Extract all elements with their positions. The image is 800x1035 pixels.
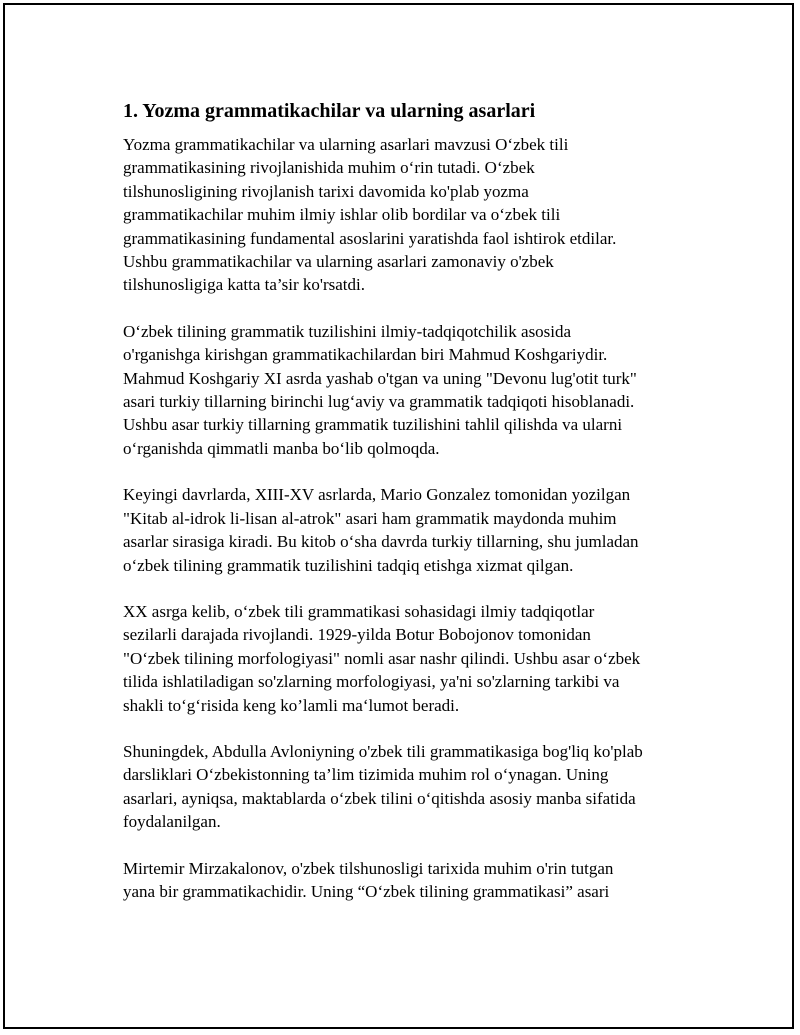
text-line: asarlar sirasiga kiradi. Bu kitob o‘sha davrda turkiy tillarning, shu jumladan <box>123 532 639 552</box>
section-heading: 1. Yozma grammatikachilar va ularning asarlari <box>123 100 536 122</box>
text-line: shakli to‘g‘risida keng ko’lamli ma‘lumot beradi. <box>123 695 460 715</box>
text-line: "O‘zbek tilining morfologiyasi" nomli asar nashr qilindi. Ushbu asar o‘zbek <box>123 648 641 668</box>
text-line: XX asrga kelib, o‘zbek tili grammatikasi sohasidagi ilmiy tadqiqotlar <box>123 601 595 621</box>
text-line: darsliklari O‘zbekistonning ta’lim tizimida muhim rol o‘ynagan. Uning <box>123 765 609 785</box>
text-line: o‘zbek tilining grammatik tuzilishini tadqiq etishga xizmat qilgan. <box>123 555 574 575</box>
text-line: Shuningdek, Abdulla Avloniyning o'zbek tili grammatikasiga bog'liq ko'plab <box>123 741 643 761</box>
paragraph-6 <box>123 857 703 904</box>
text-line: grammatikachilar muhim ilmiy ishlar olib bordilar va o‘zbek tili <box>123 205 561 225</box>
text-line: Mahmud Koshgariy XI asrda yashab o'tgan va uning "Devonu lug'otit turk" <box>123 368 637 388</box>
text-line: tilida ishlatiladigan so'zlarning morfologiyasi, ya'ni so'zlarning tarkibi va <box>123 672 620 692</box>
text-line: Yozma grammatikachilar va ularning asarlari mavzusi O‘zbek tili <box>123 135 569 154</box>
text-line: Ushbu asar turkiy tillarning grammatik tuzilishini tahlil qilishda va ularni <box>123 415 623 435</box>
text-line: o‘rganishda qimmatli manba bo‘lib qolmoqda. <box>123 438 440 458</box>
text-line: foydalanilgan. <box>123 812 221 832</box>
paragraph-3 <box>123 483 703 577</box>
text-line: asarlari, ayniqsa, maktablarda o‘zbek tilini o‘qitishda asosiy manba sifatida <box>123 788 636 808</box>
text-line: o'rganishga kirishgan grammatikachilardan biri Mahmud Koshgariydir. <box>123 345 608 365</box>
text-line: "Kitab al-idrok li-lisan al-atrok" asari ham grammatik maydonda muhim <box>123 508 617 528</box>
text-line: tilshunosligiga katta ta’sir ko'rsatdi. <box>123 275 365 295</box>
text-line: Keyingi davrlarda, XIII-XV asrlarda, Mario Gonzalez tomonidan yozilgan <box>123 485 631 505</box>
paragraph-2 <box>123 320 703 460</box>
text-line: grammatikasining fundamental asoslarini yaratishda faol ishtirok etdilar. <box>123 228 617 248</box>
text-line: grammatikasining rivojlanishida muhim o‘rin tutadi. O‘zbek <box>123 158 535 178</box>
paragraph-1 <box>123 133 703 297</box>
text-line: sezilarli darajada rivojlandi. 1929-yilda Botur Bobojonov tomonidan <box>123 625 591 645</box>
text-line: yana bir grammatikachidir. Uning “O‘zbek tilining grammatikasi” asari <box>123 881 610 901</box>
document-body <box>123 98 703 926</box>
paragraph-4 <box>123 600 703 717</box>
paragraph-5 <box>123 740 703 834</box>
text-line: Ushbu grammatikachilar va ularning asarlari zamonaviy o'zbek <box>123 252 554 272</box>
text-line: asari turkiy tillarning birinchi lug‘aviy va grammatik tadqiqoti hisoblanadi. <box>123 392 635 412</box>
text-line: O‘zbek tilining grammatik tuzilishini ilmiy-tadqiqotchilik asosida <box>123 321 572 341</box>
text-line: tilshunosligining rivojlanish tarixi davomida ko'plab yozma <box>123 181 529 201</box>
page-frame <box>3 3 794 1029</box>
text-line: Mirtemir Mirzakalonov, o'zbek tilshunosligi tarixida muhim o'rin tutgan <box>123 858 614 878</box>
